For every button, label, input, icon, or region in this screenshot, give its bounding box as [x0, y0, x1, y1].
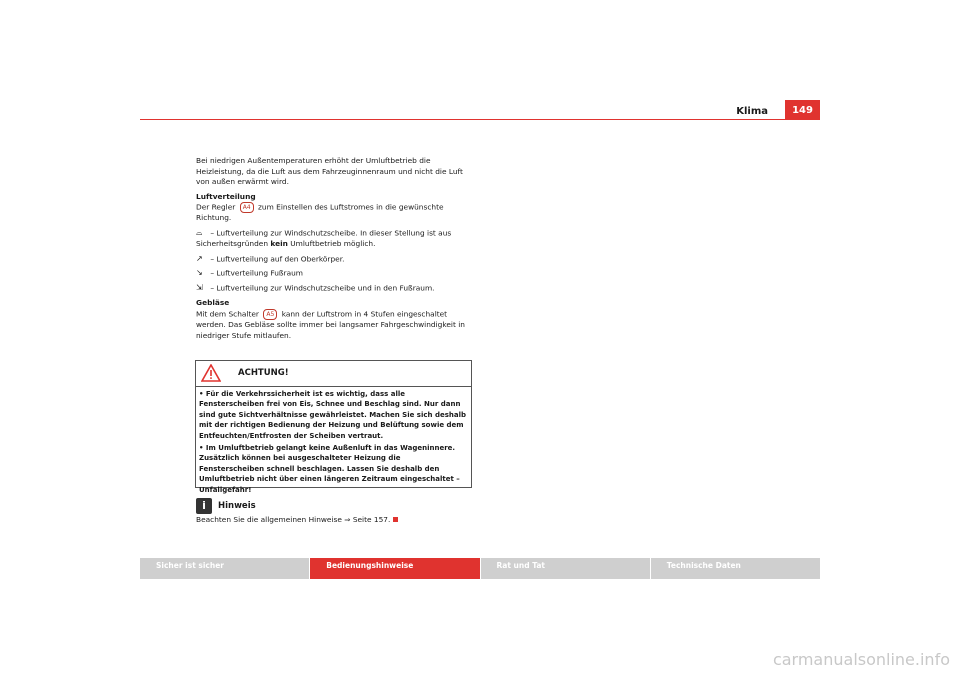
warning-box	[195, 360, 472, 494]
note-title: Hinweis	[218, 500, 256, 511]
warning-header	[196, 361, 471, 387]
item1-text-a: – Luftverteilung zur Windschutzscheibe. In dieser Stellung ist aus Sicherheitsgründen	[196, 228, 452, 248]
luftverteilung-item-1	[196, 228, 471, 249]
tab-rat-und-tat[interactable]: Rat und Tat	[481, 558, 650, 579]
bullet: •	[199, 444, 204, 453]
warning-triangle-icon	[201, 364, 221, 382]
note-icon: i	[196, 498, 212, 514]
tab-sicher-ist-sicher[interactable]: Sicher ist sicher	[140, 558, 309, 579]
page-number: 149	[785, 100, 820, 120]
luftverteilung-text-after: zum Einstellen des Luftstromes in die gewünschte Richtung.	[196, 202, 444, 223]
note-section	[196, 497, 471, 526]
main-text	[196, 156, 471, 341]
geblaese-text-after: kann der Luftstrom in 4 Stufen eingeschaltet werden. Das Gebläse sollte immer bei langsamer Fahrgeschwindigkeit in niedriger Stufe mitlaufen.	[196, 309, 465, 340]
luftverteilung-item-2	[196, 254, 471, 265]
footwell-icon: ↘	[196, 268, 203, 278]
luftverteilung-item-3	[196, 268, 471, 279]
warning-body	[196, 387, 471, 499]
warning-title: ACHTUNG!	[238, 368, 289, 378]
header-rule	[140, 119, 820, 120]
luftverteilung-heading: Luftverteilung	[196, 191, 256, 201]
note-text: Beachten Sie die allgemeinen Hinweise ⇒ Seite 157.	[196, 515, 391, 524]
control-marker-a4: A4	[240, 202, 254, 213]
tab-technische-daten[interactable]: Technische Daten	[651, 558, 820, 579]
end-marker	[393, 517, 398, 522]
item3-text: – Luftverteilung Fußraum	[210, 268, 304, 278]
intro-paragraph: Bei niedrigen Außentemperaturen erhöht der Umluftbetrieb die Heizleistung, da die Luft aus dem Fahrzeuginnenraum und nicht die Luft von außen erwärmt wird.	[196, 156, 463, 187]
item1-bold: kein	[270, 238, 288, 248]
geblaese-text-before: Mit dem Schalter	[196, 309, 259, 319]
item4-text: – Luftverteilung zur Windschutzscheibe und in den Fußraum.	[210, 283, 435, 293]
warning-item-2-text: Im Umluftbetrieb gelangt keine Außenluft in das Wageninnere. Zusätzlich können bei ausgeschalteter Heizung die Fensterscheiben schnell beschlagen. Lassen Sie deshalb den Umluftbetrieb nicht über einen längeren Zeitraum eingeschaltet – Unfallgefahr!	[199, 444, 460, 494]
windshield-footwell-icon: ⇲	[196, 283, 203, 293]
geblaese-paragraph	[196, 309, 471, 341]
luftverteilung-intro	[196, 202, 471, 224]
geblaese-heading: Gebläse	[196, 298, 230, 308]
note-header	[196, 497, 471, 515]
upper-body-icon: ↗	[196, 253, 203, 263]
luftverteilung-item-4	[196, 283, 471, 294]
warning-item-1	[199, 389, 468, 441]
control-marker-a5: A5	[263, 309, 277, 320]
tab-bedienungshinweise[interactable]: Bedienungshinweise	[310, 558, 479, 579]
bullet: •	[199, 390, 204, 398]
windshield-icon: ⌓	[196, 228, 203, 238]
warning-item-1-text: Für die Verkehrssicherheit ist es wichtig, dass alle Fensterscheiben frei von Eis, Schnee und Beschlag sind. Nur dann sind gute Sichtverhältnisse gewährleistet. Machen Sie sich deshalb mit der richtigen Bedienung der Heizung und Belüftung sowie dem Entfeuchten/Entfrosten der Scheiben vertraut.	[199, 390, 466, 440]
item2-text: – Luftverteilung auf den Oberkörper.	[210, 253, 345, 263]
footer-tabs	[140, 558, 820, 579]
note-paragraph	[196, 515, 471, 526]
luftverteilung-text-before: Der Regler	[196, 202, 236, 212]
warning-item-2	[199, 443, 468, 495]
item1-text-b: Umluftbetrieb möglich.	[290, 238, 376, 248]
watermark: carmanualsonline.info	[772, 650, 950, 669]
section-title: Klima	[736, 106, 768, 117]
